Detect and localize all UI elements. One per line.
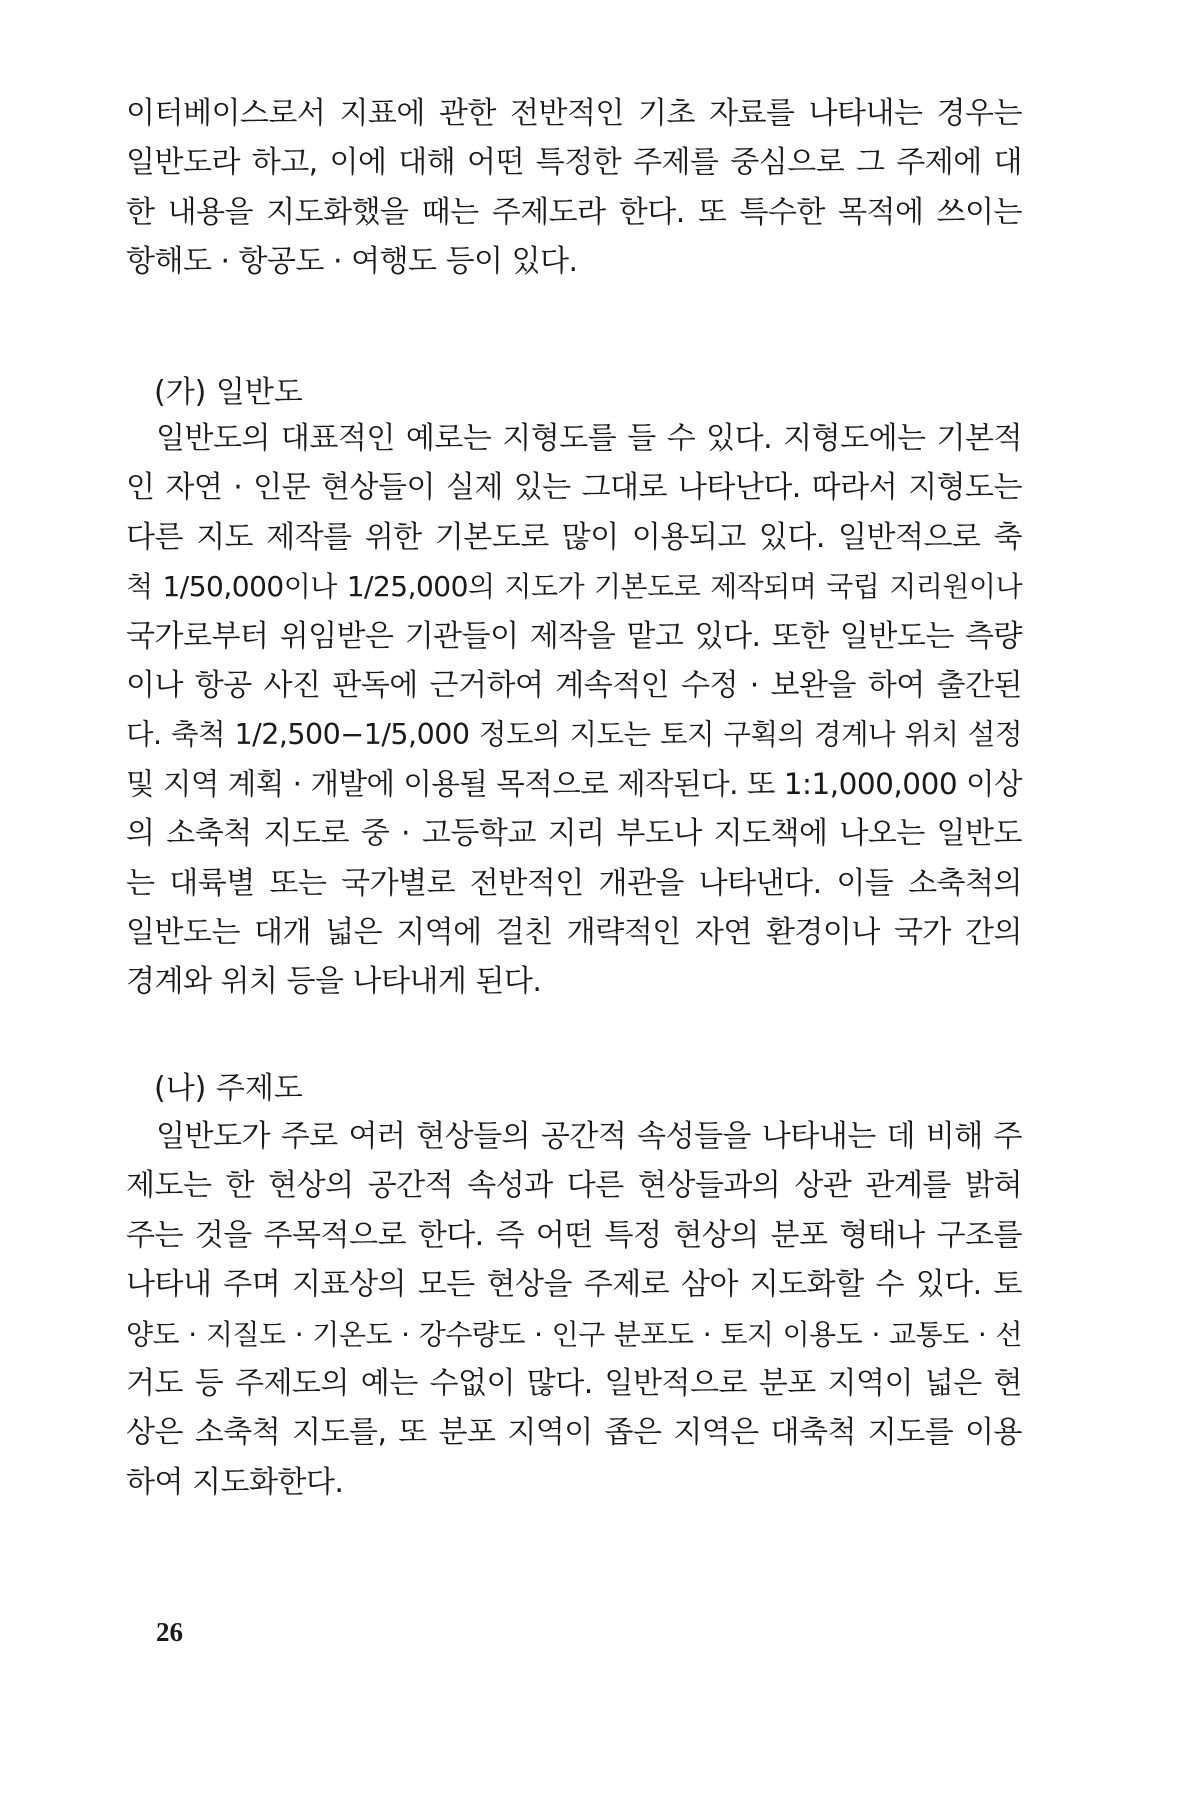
paragraph-line: 의 소축척 지도로 중 · 고등학교 지리 부도나 지도책에 나오는 일반도 bbox=[126, 816, 1022, 852]
paragraph-line: 한 내용을 지도화했을 때는 주제도라 한다. 또 특수한 목적에 쓰이는 bbox=[126, 194, 1022, 230]
paragraph-line: 하여 지도화한다. bbox=[126, 1464, 344, 1500]
page-number: 26 bbox=[156, 1617, 183, 1647]
paragraph-line: 일반도는 대개 넓은 지역에 걸친 개략적인 자연 환경이나 국가 간의 bbox=[126, 914, 1022, 950]
paragraph-line: 다른 지도 제작를 위한 기본도로 많이 이용되고 있다. 일반적으로 축 bbox=[126, 519, 1022, 555]
paragraph-line: 국가로부터 위임받은 기관들이 제작을 맡고 있다. 또한 일반도는 측량 bbox=[126, 618, 1022, 654]
paragraph-line: 일반도라 하고, 이에 대해 어떤 특정한 주제를 중심으로 그 주제에 대 bbox=[126, 145, 1022, 181]
paragraph-line: 제도는 한 현상의 공간적 속성과 다른 현상들과의 상관 관계를 밝혀 bbox=[126, 1168, 1022, 1204]
paragraph-line: 항해도 · 항공도 · 여행도 등이 있다. bbox=[126, 244, 578, 280]
paragraph-line: 척 1/50,000이나 1/25,000의 지도가 기본도로 제작되며 국립 지리원이나 bbox=[126, 570, 1022, 604]
paragraph-line: 일반도의 대표적인 예로는 지형도를 들 수 있다. 지형도에는 기본적 bbox=[156, 421, 1022, 456]
paragraph-line: 상은 소축척 지도를, 또 분포 지역이 좁은 지역은 대축척 지도를 이용 bbox=[126, 1415, 1022, 1451]
paragraph-line: 인 자연 · 인문 현상들이 실제 있는 그대로 나타난다. 따라서 지형도는 bbox=[126, 470, 1022, 506]
intro-paragraph bbox=[126, 89, 1022, 287]
paragraph-line: 거도 등 주제도의 예는 수없이 많다. 일반적으로 분포 지역이 넓은 현 bbox=[126, 1365, 1022, 1401]
section-heading-general-map: (가) 일반도 bbox=[154, 375, 303, 410]
paragraph-line: 다. 축척 1/2,500−1/5,000 정도의 지도는 토지 구획의 경계나 위치 설정 bbox=[126, 718, 1022, 752]
paragraph-line: 경계와 위치 등을 나타내게 된다. bbox=[126, 964, 542, 1000]
paragraph-line: 주는 것을 주목적으로 한다. 즉 어떤 특정 현상의 분포 형태나 구조를 bbox=[126, 1217, 1022, 1253]
section-heading-thematic-map: (나) 주제도 bbox=[154, 1071, 303, 1106]
paragraph-line: 이터베이스로서 지표에 관한 전반적인 기초 자료를 나타내는 경우는 bbox=[126, 96, 1022, 131]
thematic-map-paragraph bbox=[126, 1112, 1022, 1507]
paragraph-line: 일반도가 주로 여러 현상들의 공간적 속성들을 나타내는 데 비해 주 bbox=[156, 1119, 1022, 1154]
paragraph-line: 나타내 주며 지표상의 모든 현상을 주제로 삼아 지도화할 수 있다. 토 bbox=[126, 1267, 1022, 1303]
paragraph-line: 이나 항공 사진 판독에 근거하여 계속적인 수정 · 보완을 하여 출간된 bbox=[126, 667, 1022, 703]
paragraph-line: 는 대륙별 또는 국가별로 전반적인 개관을 나타낸다. 이들 소축척의 bbox=[126, 865, 1022, 901]
paragraph-line: 및 지역 계획 · 개발에 이용될 목적으로 제작된다. 또 1:1,000,000 이상 bbox=[126, 766, 1022, 801]
paragraph-line: 양도 · 지질도 · 기온도 · 강수량도 · 인구 분포도 · 토지 이용도 · 교통도 · 선 bbox=[126, 1317, 1022, 1351]
general-map-paragraph bbox=[126, 414, 1022, 1007]
